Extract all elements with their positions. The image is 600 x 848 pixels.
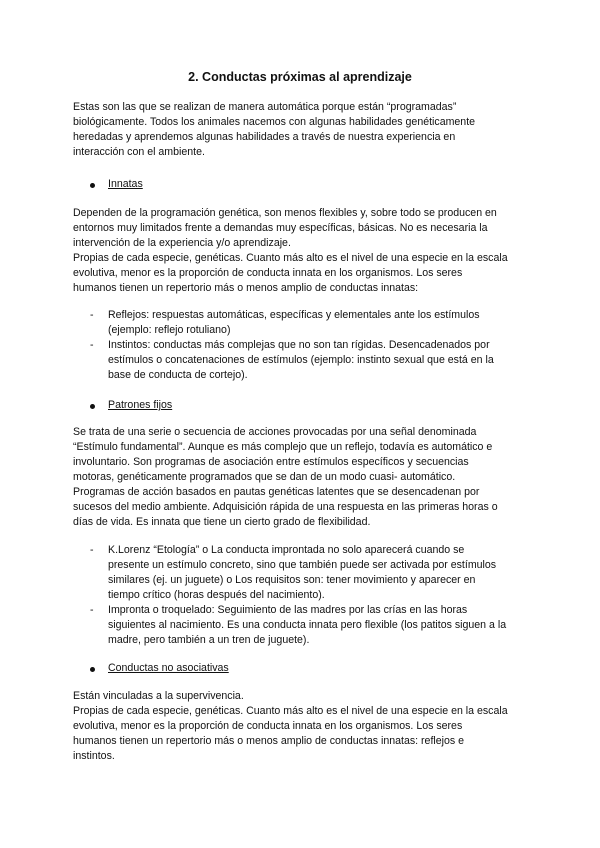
text-line: Impronta o troquelado: Seguimiento de las madres por las crías en las horas	[108, 604, 468, 616]
intro-paragraph	[73, 100, 533, 160]
text-line: biológicamente. Todos los animales nacemos con algunas habilidades genéticamente	[73, 116, 476, 128]
text-line: similares (ej. un juguete) o Los requisitos son: tener movimiento y aparecer en	[108, 574, 476, 586]
section-heading-label: Innatas	[108, 178, 143, 190]
text-line: humanos tienen un repertorio más o menos amplio de conductas innatas: reflejos e	[73, 735, 465, 747]
text-line: Dependen de la programación genética, son menos flexibles y, sobre todo se producen en	[73, 207, 497, 219]
text-line: siguientes al nacimiento. Es una conducta innata pero flexible (los patitos siguen a la	[108, 619, 507, 631]
text-line: Se trata de una serie o secuencia de acciones provocadas por una señal denominada	[73, 426, 477, 438]
text-line: Estas son las que se realizan de manera automática porque están “programadas”	[73, 101, 457, 113]
dash-marker: -	[90, 339, 94, 351]
text-line: días de vida. Es innata que tiene un cierto grado de flexibilidad.	[73, 516, 371, 528]
text-line: madre, pero también a un tren de juguete).	[108, 634, 310, 646]
list-item	[90, 338, 540, 383]
no-asociativas-paragraph	[73, 689, 533, 764]
bullet-icon	[90, 667, 95, 672]
text-line: Reflejos: respuestas automáticas, específicas y elementales ante los estímulos	[108, 309, 480, 321]
text-line: estímulos o concatenaciones de estímulos (ejemplo: instinto sexual que está en la	[108, 354, 494, 366]
patrones-paragraph	[73, 425, 533, 530]
text-line: base de conducta de cortejo).	[108, 369, 248, 381]
text-line: Propias de cada especie, genéticas. Cuanto más alto es el nivel de una especie en la escala	[73, 252, 508, 264]
text-line: Propias de cada especie, genéticas. Cuanto más alto es el nivel de una especie en la escala	[73, 705, 508, 717]
text-line: intervención de la experiencia y/o aprendizaje.	[73, 237, 291, 249]
text-line: K.Lorenz “Etología” o La conducta improntada no solo aparecerá cuando se	[108, 544, 465, 556]
text-line: tiempo crítico (horas después del nacimiento).	[108, 589, 325, 601]
section-heading-label: Patrones fijos	[108, 399, 173, 411]
list-item	[90, 543, 540, 603]
list-item	[90, 308, 540, 338]
text-line: (ejemplo: reflejo rotuliano)	[108, 324, 231, 336]
text-line: evolutiva, menor es la proporción de conducta innata en los organismos. Los seres	[73, 267, 463, 279]
text-line: humanos tienen un repertorio más o menos amplio de conductas innatas:	[73, 282, 419, 294]
text-line: involuntario. Son programas de asociación entre estímulos específicos y secuencias	[73, 456, 469, 468]
text-line: motoras, genéticamente programados que se dan de un modo cuasi- automático.	[73, 471, 456, 483]
text-line: Instintos: conductas más complejas que no son tan rígidas. Desencadenados por	[108, 339, 490, 351]
text-line: interacción con el ambiente.	[73, 146, 205, 158]
text-line: “Estímulo fundamental”. Aunque es más complejo que un reflejo, todavía es automático e	[73, 441, 493, 453]
dash-marker: -	[90, 309, 94, 321]
text-line: Están vinculadas a la supervivencia.	[73, 690, 244, 702]
text-line: presente un estímulo concreto, sino que también puede ser activada por estímulos	[108, 559, 497, 571]
innatas-paragraph	[73, 206, 533, 296]
section-heading-label: Conductas no asociativas	[108, 662, 229, 674]
innatas-list	[90, 308, 540, 383]
text-line: evolutiva, menor es la proporción de conducta innata en los organismos. Los seres	[73, 720, 463, 732]
text-line: sucesos del medio ambiente. Adquisición rápida de una respuesta en las primeras horas o	[73, 501, 498, 513]
page-title: 2. Conductas próximas al aprendizaje	[188, 70, 412, 84]
text-line: entornos muy limitados frente a demandas muy específicas, básicas. No es necesaria la	[73, 222, 488, 234]
bullet-icon	[90, 183, 95, 188]
bullet-icon	[90, 404, 95, 409]
text-line: Programas de acción basados en pautas genéticas latentes que se desencadenan por	[73, 486, 480, 498]
text-line: instintos.	[73, 750, 115, 762]
text-line: heredadas y aprendemos algunas habilidades a través de nuestra experiencia en	[73, 131, 456, 143]
dash-marker: -	[90, 544, 94, 556]
dash-marker: -	[90, 604, 94, 616]
patrones-list	[90, 543, 540, 648]
list-item	[90, 603, 540, 648]
